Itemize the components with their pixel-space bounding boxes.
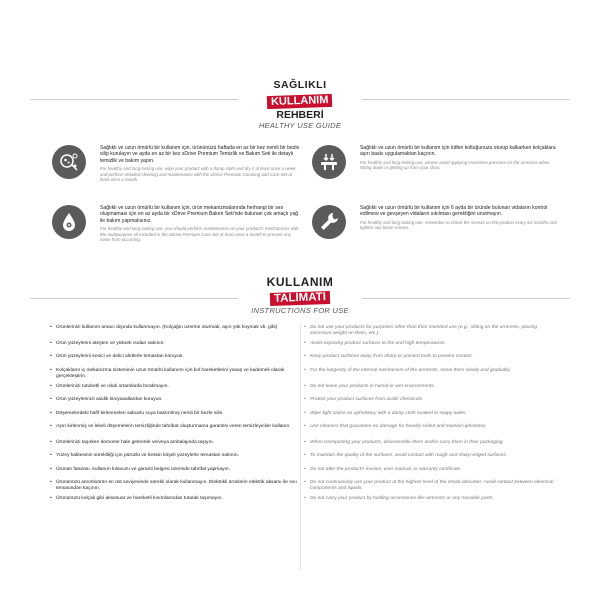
instruction-item bbox=[304, 496, 554, 509]
instruction-text: Do not use your products for purposes other than their intended use (e.g., sitting on the armrests, placing excessive weight on them, etc.). bbox=[310, 325, 537, 336]
bullet: • bbox=[304, 410, 306, 416]
instruction-text: Döşemelerdeki hafif kirlenmeleri sabunlu suya bastırılmış nemli bir bezle silin. bbox=[56, 410, 224, 416]
instruction-text: Do not alter the product's invoice, user manual, or warranty certificate. bbox=[310, 466, 462, 472]
bullet: • bbox=[50, 397, 52, 403]
guide-title bbox=[0, 80, 600, 130]
bullet: • bbox=[50, 496, 52, 502]
instruction-text: Ürün yüzeylerini kesici ve delici aletlerle temastan koruyun. bbox=[56, 354, 184, 360]
instruction-item bbox=[50, 397, 300, 410]
bullet: • bbox=[304, 480, 306, 486]
bullet: • bbox=[304, 341, 306, 346]
instruction-text: Ürününüzü kolçak gibi aksesuar ve hareketli kısımlarından tutarak taşımayın. bbox=[56, 496, 223, 502]
instruction-item bbox=[304, 384, 554, 397]
oil-drop-icon bbox=[52, 205, 86, 239]
instruction-item bbox=[304, 354, 554, 367]
bullet: • bbox=[50, 354, 52, 360]
instruction-text: Use cleaners that guarantee no damage for heavily soiled and stained upholstery. bbox=[310, 423, 487, 429]
instruction-item bbox=[50, 453, 300, 466]
guide-section-armrest bbox=[312, 145, 562, 171]
bullet: • bbox=[50, 325, 52, 330]
instruction-item bbox=[50, 496, 300, 509]
bullet: • bbox=[50, 383, 52, 389]
guide-text-en: For healthy and long-lasting use, please avoid applying excessive pressure on the armrests when sitting down or getting up from your chair. bbox=[360, 159, 550, 171]
bullet: • bbox=[304, 453, 306, 459]
bullet: • bbox=[304, 397, 306, 403]
instruction-text: When transporting your products, disassemble them and/or carry them in their packaging. bbox=[310, 439, 504, 445]
instruction-text: To maintain the quality of the surfaces, avoid contact with rough and sharp-edged surfaces. bbox=[310, 453, 508, 459]
guide-text-tr: Sağlıklı ve uzun ömürlü bir kullanım için lütfen koltuğunuza oturup kalkarken kolçaklara aşırı baskı uygulamaktan kaçının. bbox=[360, 145, 556, 158]
guide-text-tr: Sağlıklı ve uzun ömürlü bir kullanım için, ürününüzü haftada en az bir kez nemli bir bezle silip kurulayın ve ayda en az bir kez xDrive Premium Temizlik ve Bakım Seti ile detaylı temizlik ve bakım yapın. bbox=[100, 145, 300, 164]
instruction-item bbox=[304, 397, 554, 410]
guide-text-en: For healthy and long-lasting use, remember to check the screws on the product every six months and tighten any loose screws. bbox=[360, 219, 557, 231]
bullet: • bbox=[50, 367, 52, 373]
instruction-text: Ürünlerinizi kullanım amacı dışında kullanmayın. (Kolçağın üzerine oturmak, aşırı yük koymak vb. gibi) bbox=[56, 325, 278, 330]
bullet: • bbox=[50, 439, 52, 445]
bullet: • bbox=[50, 341, 52, 346]
instructions-title bbox=[0, 277, 600, 315]
instruction-text: Ürün yüzeylerinizi asidik kimyasallardan koruyun. bbox=[56, 397, 163, 403]
instruction-text: Ürünün faturası, kullanım kılavuzu ve garanti belgesi üzerinde tahrifat yapmayın. bbox=[56, 466, 230, 472]
instruction-item bbox=[50, 440, 300, 453]
armrest-pressure-icon bbox=[312, 145, 346, 179]
guide-title-line1: SAĞLIKLI bbox=[273, 79, 327, 91]
guide-section-cleaning bbox=[52, 145, 302, 183]
instruction-text: Protect your product surfaces from acidic chemicals. bbox=[310, 397, 424, 403]
guide-text-tr: Sağlıklı ve uzun ömürlü bir kullanım için, ürün mekanizmalarında herhangi bir ses oluşmaması için en az ayda bir xDrive Premium Bakım Seti'nde bulunan çok amaçlı yağ ile bakım yapmalısınız. bbox=[100, 205, 299, 224]
instruction-text: Do not carry your product by holding accessories like armrests or any movable parts. bbox=[310, 496, 494, 502]
instruction-item bbox=[50, 354, 300, 367]
instruction-text: Kolçakların iç mekanizma sisteminin uzun ömürlü kullanımı için kol hareketlerini yavaş ve kademeli olarak gerçekleştirin. bbox=[56, 367, 285, 379]
instructions-subtitle: INSTRUCTIONS FOR USE bbox=[251, 306, 349, 315]
column-divider bbox=[300, 325, 301, 570]
bullet: • bbox=[304, 439, 306, 445]
instructions-title-line2: TALİMATI bbox=[270, 291, 330, 306]
instruction-text: Ürün yüzeylerini ateşten ve yüksek ısıdan sakının. bbox=[56, 341, 165, 346]
instruction-item bbox=[50, 480, 300, 496]
instruction-text: Ürününüzü amortisörün en üst seviyesinde sürekli olarak kullanmayın. Elektrikli ürünlerin elektrik aksamı ile sıvı temasından kaçının. bbox=[56, 480, 297, 492]
instruction-text: Keep product surfaces away from sharp or pointed tools to prevent contact. bbox=[310, 354, 473, 360]
instruction-item bbox=[304, 341, 554, 354]
bullet: • bbox=[304, 325, 306, 330]
bullet: • bbox=[304, 466, 306, 472]
instruction-item bbox=[50, 384, 300, 397]
instruction-item bbox=[50, 411, 300, 424]
guide-title-line3: REHBERİ bbox=[276, 109, 324, 121]
instruction-item bbox=[304, 440, 554, 453]
instruction-text: Wipe light stains on upholstery with a damp cloth soaked in soapy water. bbox=[310, 410, 467, 416]
instructions-list-tr bbox=[50, 325, 300, 510]
instruction-item bbox=[50, 341, 300, 354]
guide-title-line2: KULLANIM bbox=[267, 94, 333, 109]
instruction-text: Ürünlerinizi rutubetli ve ıslak ortamlarda bırakmayın. bbox=[56, 383, 169, 389]
guide-text-en: For healthy and long-lasting use, you should perform maintenance on your product's mechanisms with the multipurpose oil included in the xDrive Premium Care Set at least once a month to prevent any noise from occurring. bbox=[100, 226, 299, 243]
instruction-item bbox=[50, 325, 300, 341]
instructions-list-en bbox=[304, 325, 554, 510]
instruction-text: Yüzey kalitesinin sürekliliği için pürüzlü ve keskin köşeli yüzeylerle temastan sakının. bbox=[56, 453, 239, 459]
guide-text-tr: Sağlıklı ve uzun ömürlü bir kullanım için 6 ayda bir üründe bulunan vidaların kontrol edilmesi ve gevşeyen vidaların sıkılması gerektiğini unutmayın. bbox=[360, 205, 548, 218]
instruction-item bbox=[304, 453, 554, 466]
instructions-title-line1: KULLANIM bbox=[266, 275, 334, 289]
bullet: • bbox=[304, 383, 306, 389]
instruction-item bbox=[304, 411, 554, 424]
guide-section-screws bbox=[312, 205, 562, 231]
instruction-item bbox=[50, 424, 300, 440]
instruction-item bbox=[304, 480, 554, 496]
wrench-icon bbox=[312, 205, 346, 239]
instruction-item bbox=[304, 467, 554, 480]
instruction-text: Do not continuously use your product at the highest level of the shock absorber. Avoid contact between electrical components and liquids. bbox=[310, 480, 554, 492]
instruction-item bbox=[304, 325, 554, 341]
guide-subtitle: HEALTHY USE GUIDE bbox=[258, 121, 342, 130]
guide-text-en: For healthy and long-lasting use, wipe your product with a damp cloth and dry it at least once a week, and perform detailed cleaning and maintenance with the xDrive Premium Cleaning and Care Set at least once a month. bbox=[100, 166, 297, 183]
bullet: • bbox=[50, 453, 52, 459]
bullet: • bbox=[50, 423, 52, 429]
bullet: • bbox=[304, 367, 306, 373]
bullet: • bbox=[50, 480, 52, 486]
instruction-text: Avoid exposing product surfaces to fire and high temperatures. bbox=[310, 341, 446, 346]
bullet: • bbox=[304, 423, 306, 429]
instruction-text: Do not leave your products in humid or wet environments. bbox=[310, 383, 436, 389]
instruction-text: Aşırı kirlenmiş ve lekeli döşemelerin temizliğinde tahribat oluşturmama garantisi veren temizleyiciler kullanın. bbox=[56, 423, 291, 429]
germ-cleaning-icon bbox=[52, 145, 86, 179]
instruction-text: For the longevity of the internal mechanism of the armrests, move them slowly and gradually. bbox=[310, 367, 511, 373]
instruction-item bbox=[304, 424, 554, 440]
guide-section-oil bbox=[52, 205, 302, 243]
instruction-item bbox=[50, 467, 300, 480]
instruction-text: Ürünlerinizi taşırken demonte hale getirerek ve/veya ambalajında taşıyın. bbox=[56, 439, 214, 445]
bullet: • bbox=[304, 496, 306, 502]
bullet: • bbox=[304, 354, 306, 360]
instruction-item bbox=[304, 368, 554, 384]
bullet: • bbox=[50, 410, 52, 416]
instruction-item bbox=[50, 368, 300, 384]
bullet: • bbox=[50, 466, 52, 472]
